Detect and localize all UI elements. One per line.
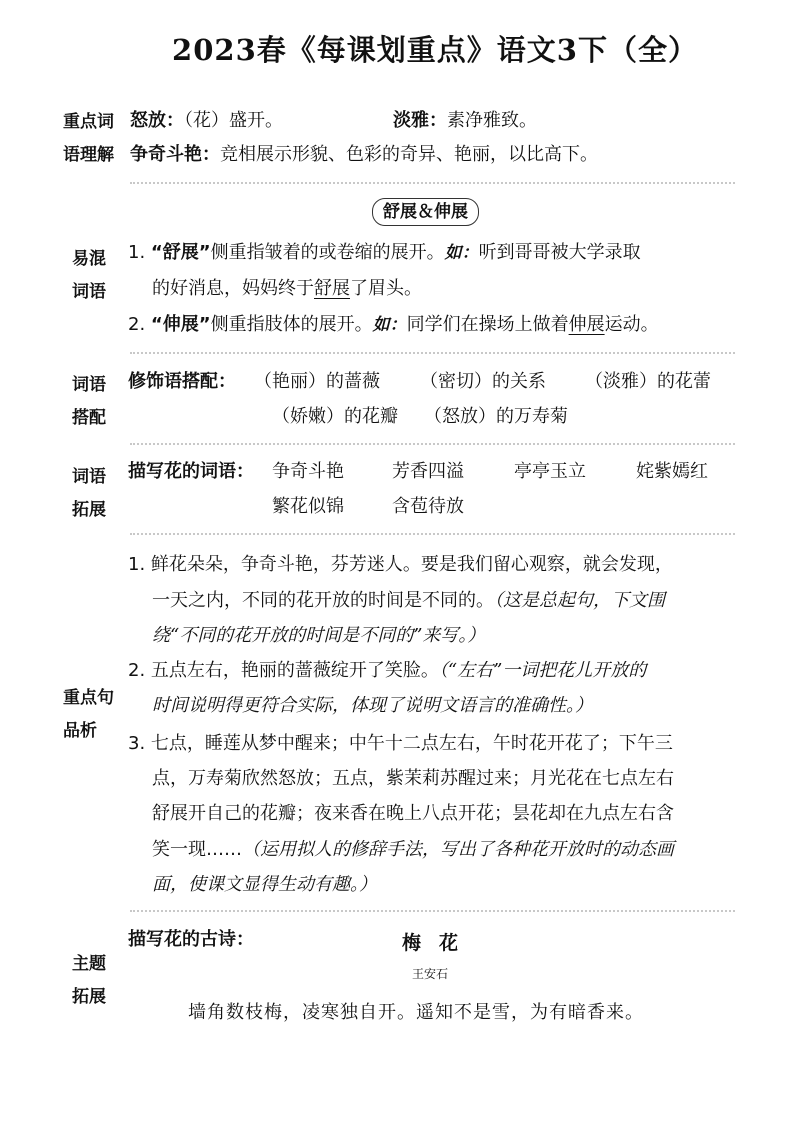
label-line: 词语 [72, 282, 106, 302]
word-entry [393, 107, 537, 135]
section-label-word-expansion [72, 461, 106, 527]
flower-word: 姹紫嫣红 [636, 461, 708, 482]
sentence-line [128, 657, 646, 685]
collocation-item: （密切）的关系 [420, 371, 546, 392]
item-term: “伸展” [150, 314, 211, 335]
sentence-text: 2. 五点左右，艳丽的蔷薇绽开了笑脸。 [128, 660, 439, 681]
sentence-comment: （这是总起句，下文围 [494, 590, 665, 611]
label-line: 易混 [72, 249, 106, 269]
confusable-item-1 [128, 239, 641, 267]
underlined-word: 舒展 [314, 278, 350, 299]
example-marker: 如： [372, 315, 407, 335]
flower-word: 争奇斗艳 [272, 461, 344, 482]
collocation-item: （娇嫩）的花瓣 [272, 406, 398, 427]
section-label-theme-expansion [72, 948, 106, 1014]
label-line: 语理解 [63, 145, 114, 165]
item-number: 2. [128, 314, 146, 335]
label-line: 搭配 [72, 408, 106, 428]
poem-title: 梅花 [402, 932, 477, 954]
label-line: 重点句 [63, 688, 114, 708]
item-term: “舒展” [150, 242, 211, 263]
label-line: 拓展 [72, 987, 106, 1007]
divider [130, 910, 735, 912]
underlined-word: 伸展 [568, 314, 605, 335]
label-line: 词语 [72, 375, 106, 395]
section-label-confusable-words [72, 243, 106, 309]
label-line: 主题 [72, 954, 106, 974]
word-term: 争奇斗艳： [130, 144, 220, 165]
confusable-item-1-cont [152, 275, 422, 303]
collocation-heading: 修饰语搭配： [128, 371, 236, 392]
collocation-item: （艳丽）的蔷薇 [254, 371, 380, 392]
sentence-comment: 绕“不同的花开放的时间是不同的”来写。） [152, 625, 486, 646]
sentence-line [152, 587, 665, 615]
divider [130, 182, 735, 184]
divider [130, 533, 735, 535]
sentence-comment: （“左右”一词把花儿开放的 [438, 660, 647, 681]
collocation-row-1 [128, 368, 236, 396]
flower-word: 繁花似锦 [272, 496, 344, 517]
divider [130, 443, 735, 445]
item-text: 的好消息，妈妈终于 [152, 278, 314, 299]
sentence-line: 舒展开自己的花瓣；夜来香在晚上八点开花；昙花却在九点左右含 [152, 803, 674, 824]
word-definition: （花）盛开。 [184, 110, 283, 131]
poem-author: 王安石 [412, 967, 449, 981]
sentence-comment: （运用拟人的修辞手法，写出了各种花开放时的动态画 [242, 839, 674, 860]
label-line: 拓展 [72, 500, 106, 520]
word-entry [130, 141, 598, 169]
word-definition: 竞相展示形貌、色彩的奇异、艳丽，以比高下。 [220, 144, 598, 165]
word-definition: 素净雅致。 [447, 110, 537, 131]
flower-word: 亭亭玉立 [514, 461, 586, 482]
poem-text: 墙角数枝梅，凌寒独自开。遥知不是雪，为有暗香来。 [188, 1002, 644, 1023]
item-text: 听到哥哥被大学录取 [478, 242, 641, 263]
expansion-heading [128, 458, 254, 486]
item-text: 了眉头。 [350, 278, 422, 299]
collocation-item: （淡雅）的花蕾 [585, 371, 711, 392]
sentence-comment: 时间说明得更符合实际，体现了说明文语言的准确性。） [152, 695, 593, 716]
flower-word: 含苞待放 [392, 496, 464, 517]
confusable-item-2 [128, 311, 659, 339]
item-text: 侧重指肢体的展开。 [210, 314, 373, 335]
label-line: 品析 [63, 721, 97, 741]
sentence-line [152, 836, 674, 864]
poem-heading [128, 926, 254, 954]
example-marker: 如： [444, 243, 479, 263]
sentence-line: 1. 鲜花朵朵，争奇斗艳，芬芳迷人。要是我们留心观察，就会发现， [128, 554, 673, 575]
item-text: 侧重指皱着的或卷缩的展开。 [210, 242, 445, 263]
comparison-badge: 舒展＆伸展 [372, 198, 479, 226]
word-term: 淡雅： [393, 110, 447, 131]
sentence-line: 点，万寿菊欣然怒放；五点，紫茉莉苏醒过来；月光花在七点左右 [152, 768, 674, 789]
item-text: 同学们在操场上做着 [406, 314, 569, 335]
label-line: 重点词 [63, 112, 114, 132]
flower-word: 芳香四溢 [392, 461, 464, 482]
label-line: 词语 [72, 467, 106, 487]
section-label-key-sentences [63, 682, 114, 748]
page-title: 2023春《每课划重点》语文3下（全） [172, 33, 698, 67]
section-label-collocations [72, 369, 106, 435]
sentence-text: 一天之内，不同的花开放的时间是不同的。 [152, 590, 494, 611]
word-entry [130, 107, 283, 135]
divider [130, 352, 735, 354]
sentence-comment: 面，使课文显得生动有趣。） [152, 874, 377, 895]
sentence-line: 3. 七点，睡莲从梦中醒来；中午十二点左右，午时花开花了；下午三 [128, 733, 673, 754]
collocation-item: （怒放）的万寿菊 [424, 406, 568, 427]
word-term: 怒放： [130, 110, 184, 131]
sentence-text: 笑一现…… [152, 839, 242, 860]
expansion-heading-text: 描写花的词语： [128, 461, 254, 482]
section-label-key-words [63, 106, 114, 172]
item-text: 运动。 [604, 314, 659, 335]
poem-heading-text: 描写花的古诗： [128, 929, 254, 950]
item-number: 1. [128, 242, 146, 263]
